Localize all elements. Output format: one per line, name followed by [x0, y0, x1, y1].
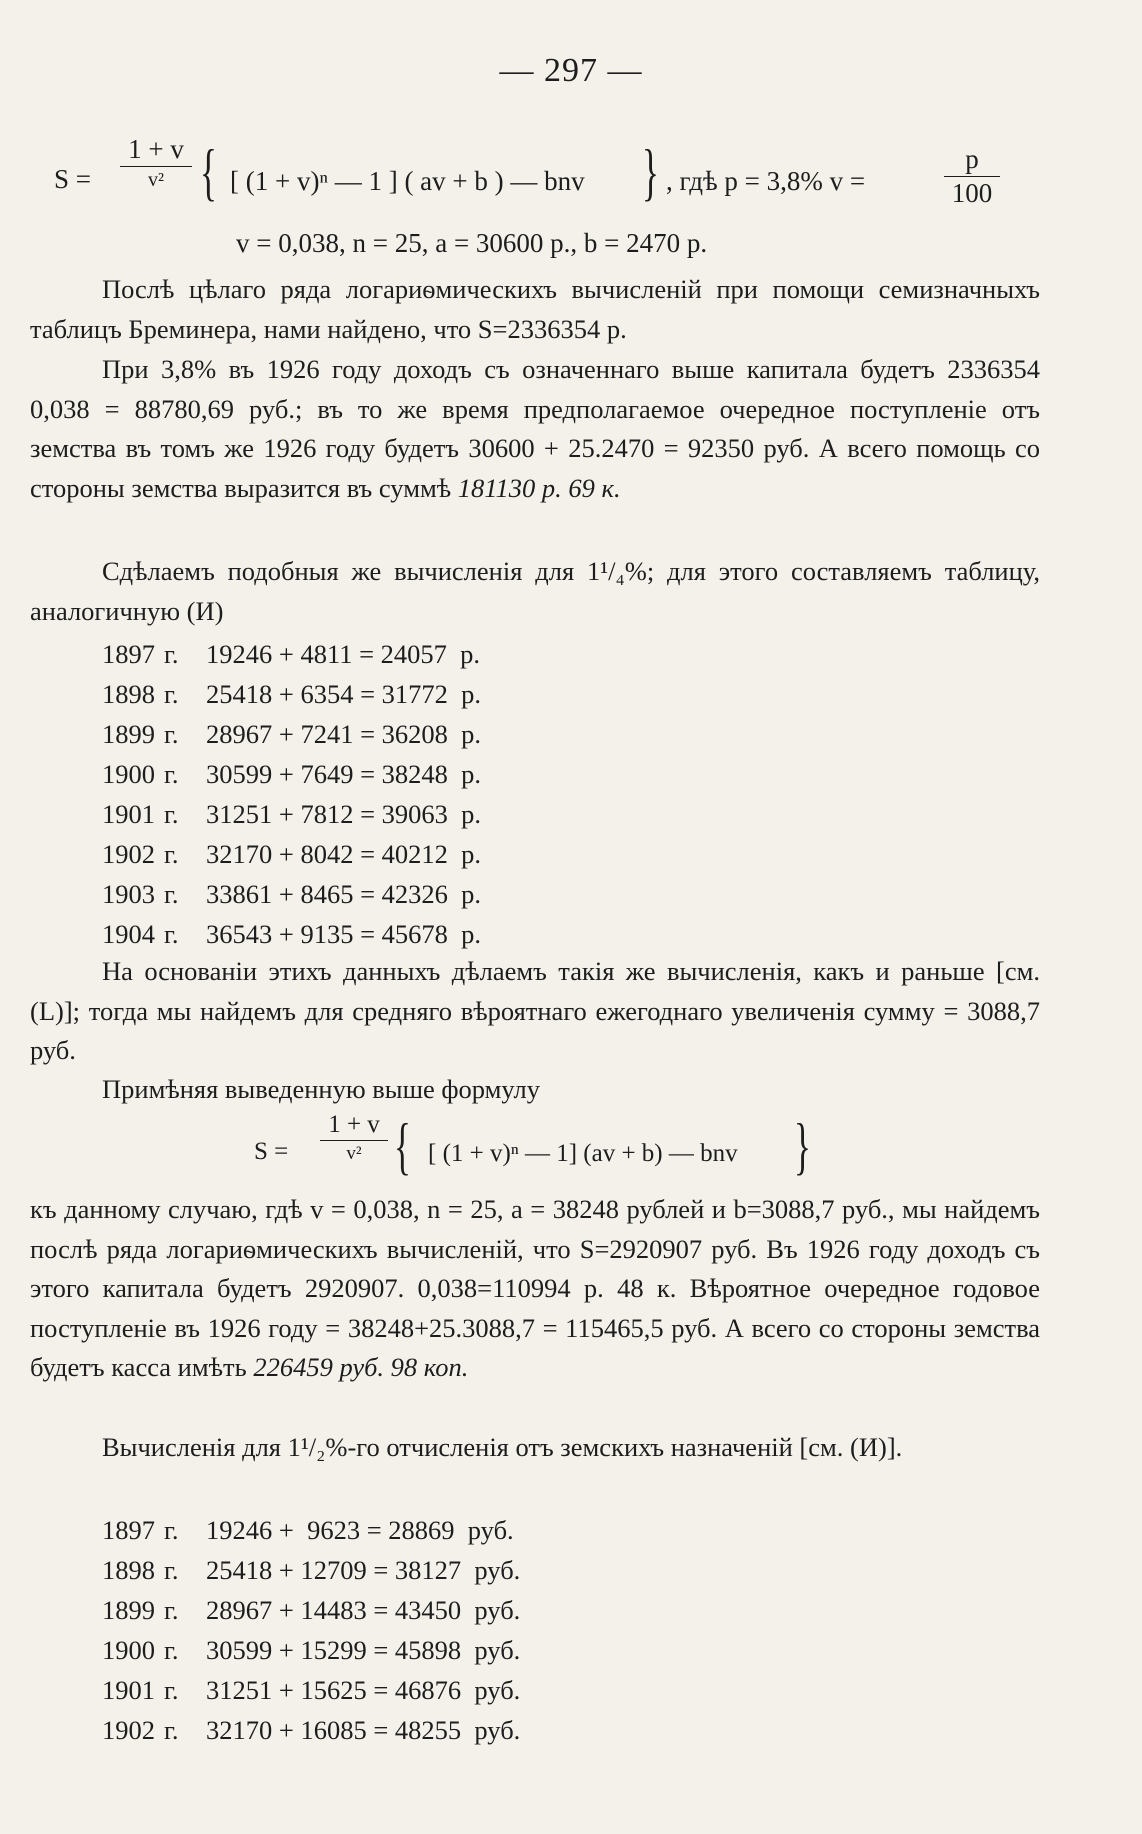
table-row: 1900 г. 30599 + 15299 = 45898 руб. — [102, 1635, 521, 1665]
table-row: 1902 г. 32170 + 8042 = 40212 р. — [102, 839, 482, 869]
table-row: 1898 г. 25418 + 6354 = 31772 р. — [102, 679, 482, 709]
formula-fraction — [320, 1112, 388, 1163]
fraction-numerator: 1 + v — [128, 134, 184, 164]
table-row: 1898 г. 25418 + 12709 = 38127 руб. — [102, 1555, 521, 1585]
table-row: 1901 г. 31251 + 7812 = 39063 р. — [102, 799, 482, 829]
table-row: 1899 г. 28967 + 14483 = 43450 руб. — [102, 1595, 521, 1625]
formula-s: S = — [254, 1138, 289, 1165]
paragraph-2-total: 181130 р. 69 к. — [457, 472, 621, 503]
table-row: 1901 г. 31251 + 15625 = 46876 руб. — [102, 1675, 521, 1705]
paragraph-2-text: При 3,8% въ 1926 году доходъ съ означеннаго выше капитала будетъ 2336354 0,038 = 88780,69 руб.; въ то же время предполагаемое очередное поступленіе отъ земства въ томъ же 1926 году будетъ 30600 + 25.2470 = 92350 руб. А всего помощь со стороны земства выразится въ суммѣ — [30, 354, 1040, 503]
paragraph-7: Вычисленія для 1¹/₂%-го отчисленія отъ земскихъ назначеній [см. (И)]. — [102, 1432, 903, 1462]
p-fraction — [944, 146, 1000, 207]
table-row: 1899 г. 28967 + 7241 = 36208 р. — [102, 719, 482, 749]
table-row: 1902 г. 32170 + 16085 = 48255 руб. — [102, 1715, 521, 1745]
brace-open: { — [200, 136, 217, 207]
paragraph-2 — [30, 350, 1040, 508]
brace-open: { — [394, 1110, 411, 1181]
page-number: — 297 — — [499, 52, 643, 89]
formula-body: [ (1 + v)ⁿ — 1] (av + b) — bnv — [428, 1140, 738, 1167]
formula-repeat — [254, 1112, 814, 1192]
brace-close: } — [642, 136, 659, 207]
formula-parameters: v = 0,038, n = 25, a = 30600 р., b = 2470 р. — [236, 228, 708, 258]
paragraph-6-total: 226459 руб. 98 коп. — [253, 1352, 469, 1383]
table-row: 1904 г. 36543 + 9135 = 45678 р. — [102, 919, 482, 949]
table-2-1-2-percent — [102, 1510, 520, 1750]
formula-main — [54, 136, 1014, 216]
brace-close: } — [794, 1110, 811, 1181]
paragraph-6 — [30, 1190, 1040, 1388]
table-row: 1897 г. 19246 + 4811 = 24057 р. — [102, 639, 481, 669]
fraction-denominator: v² — [148, 169, 164, 191]
paragraph-3: Сдѣлаемъ подобныя же вычисленія для 1¹/₄%; для этого составляемъ таблицу, аналогичную (И) — [30, 556, 1040, 626]
paragraph-5: Примѣняя выведенную выше формулу — [102, 1074, 540, 1104]
formula-tail: , гдѣ p = 3,8% v = — [666, 166, 866, 196]
paragraph-4: На основаніи этихъ данныхъ дѣлаемъ такія же вычисленія, какъ и раньше [см. (L)]; тогда мы найдемъ для средняго вѣроятнаго ежегоднаго увеличенія сумму = 3088,7 руб. — [30, 956, 1040, 1066]
p-denominator: 100 — [951, 178, 993, 208]
fraction-denominator: v² — [346, 1143, 362, 1164]
formula-fraction — [120, 136, 192, 190]
formula-s: S = — [54, 164, 91, 194]
paragraph-6-text: къ данному случаю, гдѣ v = 0,038, n = 25, a = 38248 рублей и b=3088,7 руб., мы найдемъ послѣ ряда логариѳмическихъ вычисленій, что S=2920907 руб. Въ 1926 году доходъ съ этого капитала будетъ 2920907. 0,038=110994 р. 48 к. Вѣроятное очередное годовое поступленіе въ 1926 году = 38248+25.3088,7 = 115465,5 руб. А всего со стороны земства будетъ касса имѣть — [30, 1194, 1040, 1383]
fraction-numerator: 1 + v — [328, 1111, 380, 1138]
paragraph-1: Послѣ цѣлаго ряда логариѳмическихъ вычисленій при помощи семизначныхъ таблицъ Бреминера, нами найдено, что S=2336354 р. — [30, 274, 1040, 344]
p-numerator: p — [965, 144, 979, 174]
formula-body: [ (1 + v)ⁿ — 1 ] ( av + b ) — bnv — [230, 166, 585, 196]
table-1-1-4-percent — [102, 634, 481, 954]
table-row: 1900 г. 30599 + 7649 = 38248 р. — [102, 759, 482, 789]
table-row: 1897 г. 19246 + 9623 = 28869 руб. — [102, 1515, 514, 1545]
table-row: 1903 г. 33861 + 8465 = 42326 р. — [102, 879, 482, 909]
